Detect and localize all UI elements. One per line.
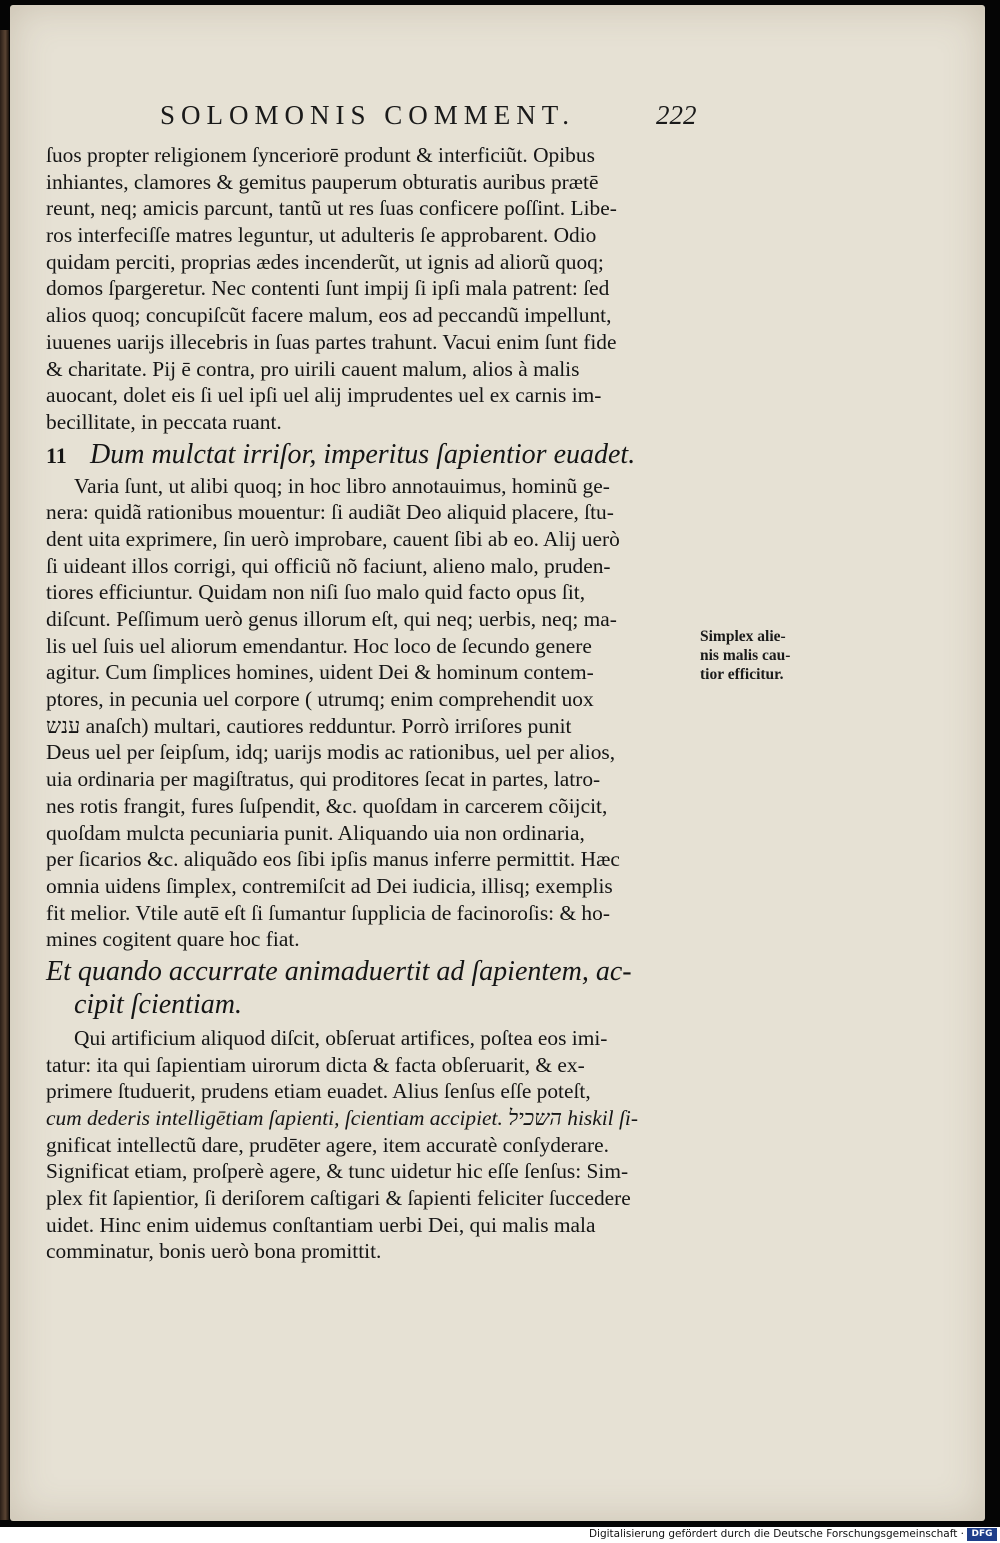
text-line: ros interfeciſſe matres leguntur, ut adulteris ſe approbarent. Odio	[46, 223, 597, 248]
paragraph-commentary-3	[46, 1025, 698, 1265]
text-line: auocant, dolet eis ſi uel ipſi uel alij imprudentes uel ex carnis im-	[46, 383, 602, 408]
text-line: becillitate, in peccata ruant.	[46, 409, 282, 434]
text-line: Varia ſunt, ut alibi quoq; in hoc libro annotauimus, hominũ ge-	[74, 473, 610, 498]
text-line: dent uita exprimere, ſin uerò improbare, cauent ſibi ab eo. Alij uerò	[46, 526, 620, 551]
text-line: reunt, neq; amicis parcunt, tantũ ut res ſuas conficere poſſint. Libe-	[46, 196, 617, 221]
text-line: uidet. Hinc enim uidemus conſtantiam uerbi Dei, qui malis mala	[46, 1212, 596, 1237]
main-text-column	[46, 142, 698, 1265]
text-line: nera: quidã rationibus mouentur: ſi audiãt Deo aliquid placere, ſtu-	[46, 500, 614, 525]
text-line: primere ſtuduerit, prudens etiam euadet. Alius ſenſus eſſe poteſt,	[46, 1079, 591, 1104]
running-title: SOLOMONIS COMMENT.	[160, 100, 576, 130]
marginal-note-line: nis malis cau-	[700, 647, 791, 664]
marginal-note-line: tior efficitur.	[700, 666, 784, 683]
verse-text: cipit ſcientiam.	[74, 988, 242, 1020]
text-line: mines cogitent quare hoc fiat.	[46, 927, 300, 952]
text-line: ſuos propter religionem ſynceriorē produnt & interficiũt. Opibus	[46, 143, 595, 167]
text-line: ptores, in pecunia uel corpore ( utrumq; enim comprehendit uox	[46, 687, 594, 712]
text-line: gnificat intellectũ dare, prudēter agere, item accuratè conſyderare.	[46, 1132, 609, 1157]
text-line: uia ordinaria per magiſtratus, qui proditores ſecat in partes, latro-	[46, 767, 601, 792]
text-line: iuuenes uarijs illecebris in ſuas partes trahunt. Vacui enim ſunt fide	[46, 329, 617, 354]
text-line: diſcunt. Peſſimum uerò genus illorum eſt, qui neq; uerbis, neq; ma-	[46, 607, 617, 631]
page-number: 222	[656, 100, 697, 130]
text-line: fit melior. Vtile autē eſt ſi ſumantur ſupplicia de facinoroſis: & ho-	[46, 900, 610, 925]
paragraph-commentary-1	[46, 142, 698, 436]
book-spine-edge	[0, 30, 9, 1520]
marginal-note	[700, 627, 820, 684]
text-line: Qui artificium aliquod diſcit, obſeruat artifices, poſtea eos imi-	[74, 1025, 608, 1050]
verse-heading-2	[46, 955, 698, 1021]
text-line: agitur. Cum ſimplices homines, uident Dei & hominum contem-	[46, 660, 594, 685]
text-line: nes rotis frangit, fures ſuſpendit, &c. quoſdam in carcerem cõijcit,	[46, 793, 608, 818]
text-line: tatur: ita qui ſapientiam uirorum dicta & facta obſeruarit, & ex-	[46, 1052, 585, 1077]
text-line: Significat etiam, proſperè agere, & tunc uidetur hic eſſe ſenſus: Sim-	[46, 1159, 629, 1184]
text-line: domos ſpargeretur. Nec contenti ſunt impij ſi ipſi mala patrent: ſed	[46, 276, 610, 301]
funding-footer	[0, 1527, 1000, 1543]
paragraph-commentary-2	[46, 473, 698, 953]
dfg-logo-icon: DFG	[967, 1528, 997, 1541]
text-line: quoſdam mulcta pecuniaria punit. Aliquando uia non ordinaria,	[46, 820, 585, 845]
marginal-note-line: Simplex alie-	[700, 628, 786, 645]
text-line: plex fit ſapientior, ſi deriſorem caſtigari & ſapienti feliciter ſuccedere	[46, 1186, 631, 1211]
verse-number: 11	[46, 442, 67, 468]
text-line: inhiantes, clamores & gemitus pauperum obturatis auribus prætē	[46, 169, 599, 194]
text-line: comminatur, bonis uerò bona promittit.	[46, 1239, 382, 1264]
text-line: & charitate. Pij ē contra, pro uirili cauent malum, alios à malis	[46, 356, 580, 381]
footer-text: Digitalisierung gefördert durch die Deutsche Forschungsgemeinschaft ·	[588, 1528, 964, 1540]
verse-text: Dum mulctat irriſor, imperitus ſapientior euadet.	[90, 438, 636, 470]
text-line: Deus uel per ſeipſum, idq; uarijs modis ac rationibus, uel per alios,	[46, 740, 616, 765]
text-line: alios quoq; concupiſcũt facere malum, eos ad peccandũ impellunt,	[46, 303, 612, 328]
text-line: quidam perciti, proprias ædes incenderũt, ut ignis ad aliorũ quoq;	[46, 249, 604, 274]
text-line: ענש anaſch) multari, cautiores redduntur. Porrò irriſores punit	[46, 713, 572, 738]
text-line: ſi uideant illos corrigi, qui officiũ nõ faciunt, alieno malo, pruden-	[46, 553, 611, 578]
text-line: per ſicarios &c. aliquãdo eos ſibi ipſis manus inferre permittit. Hæc	[46, 847, 620, 872]
verse-heading-11	[46, 438, 698, 471]
text-line: cum dederis intelligētiam ſapienti, ſcientiam accipiet. השכיל hiskil ſi-	[46, 1106, 638, 1130]
text-line: lis uel ſuis uel aliorum emendantur. Hoc loco de ſecundo genere	[46, 633, 592, 658]
text-line: omnia uidens ſimplex, contremiſcit ad Dei iudicia, illisq; exemplis	[46, 873, 613, 898]
verse-text: Et quando accurrate animaduertit ad ſapientem, ac-	[46, 955, 632, 987]
text-line: tiores efficiuntur. Quidam non niſi ſuo malo quid facto opus ſit,	[46, 580, 586, 605]
